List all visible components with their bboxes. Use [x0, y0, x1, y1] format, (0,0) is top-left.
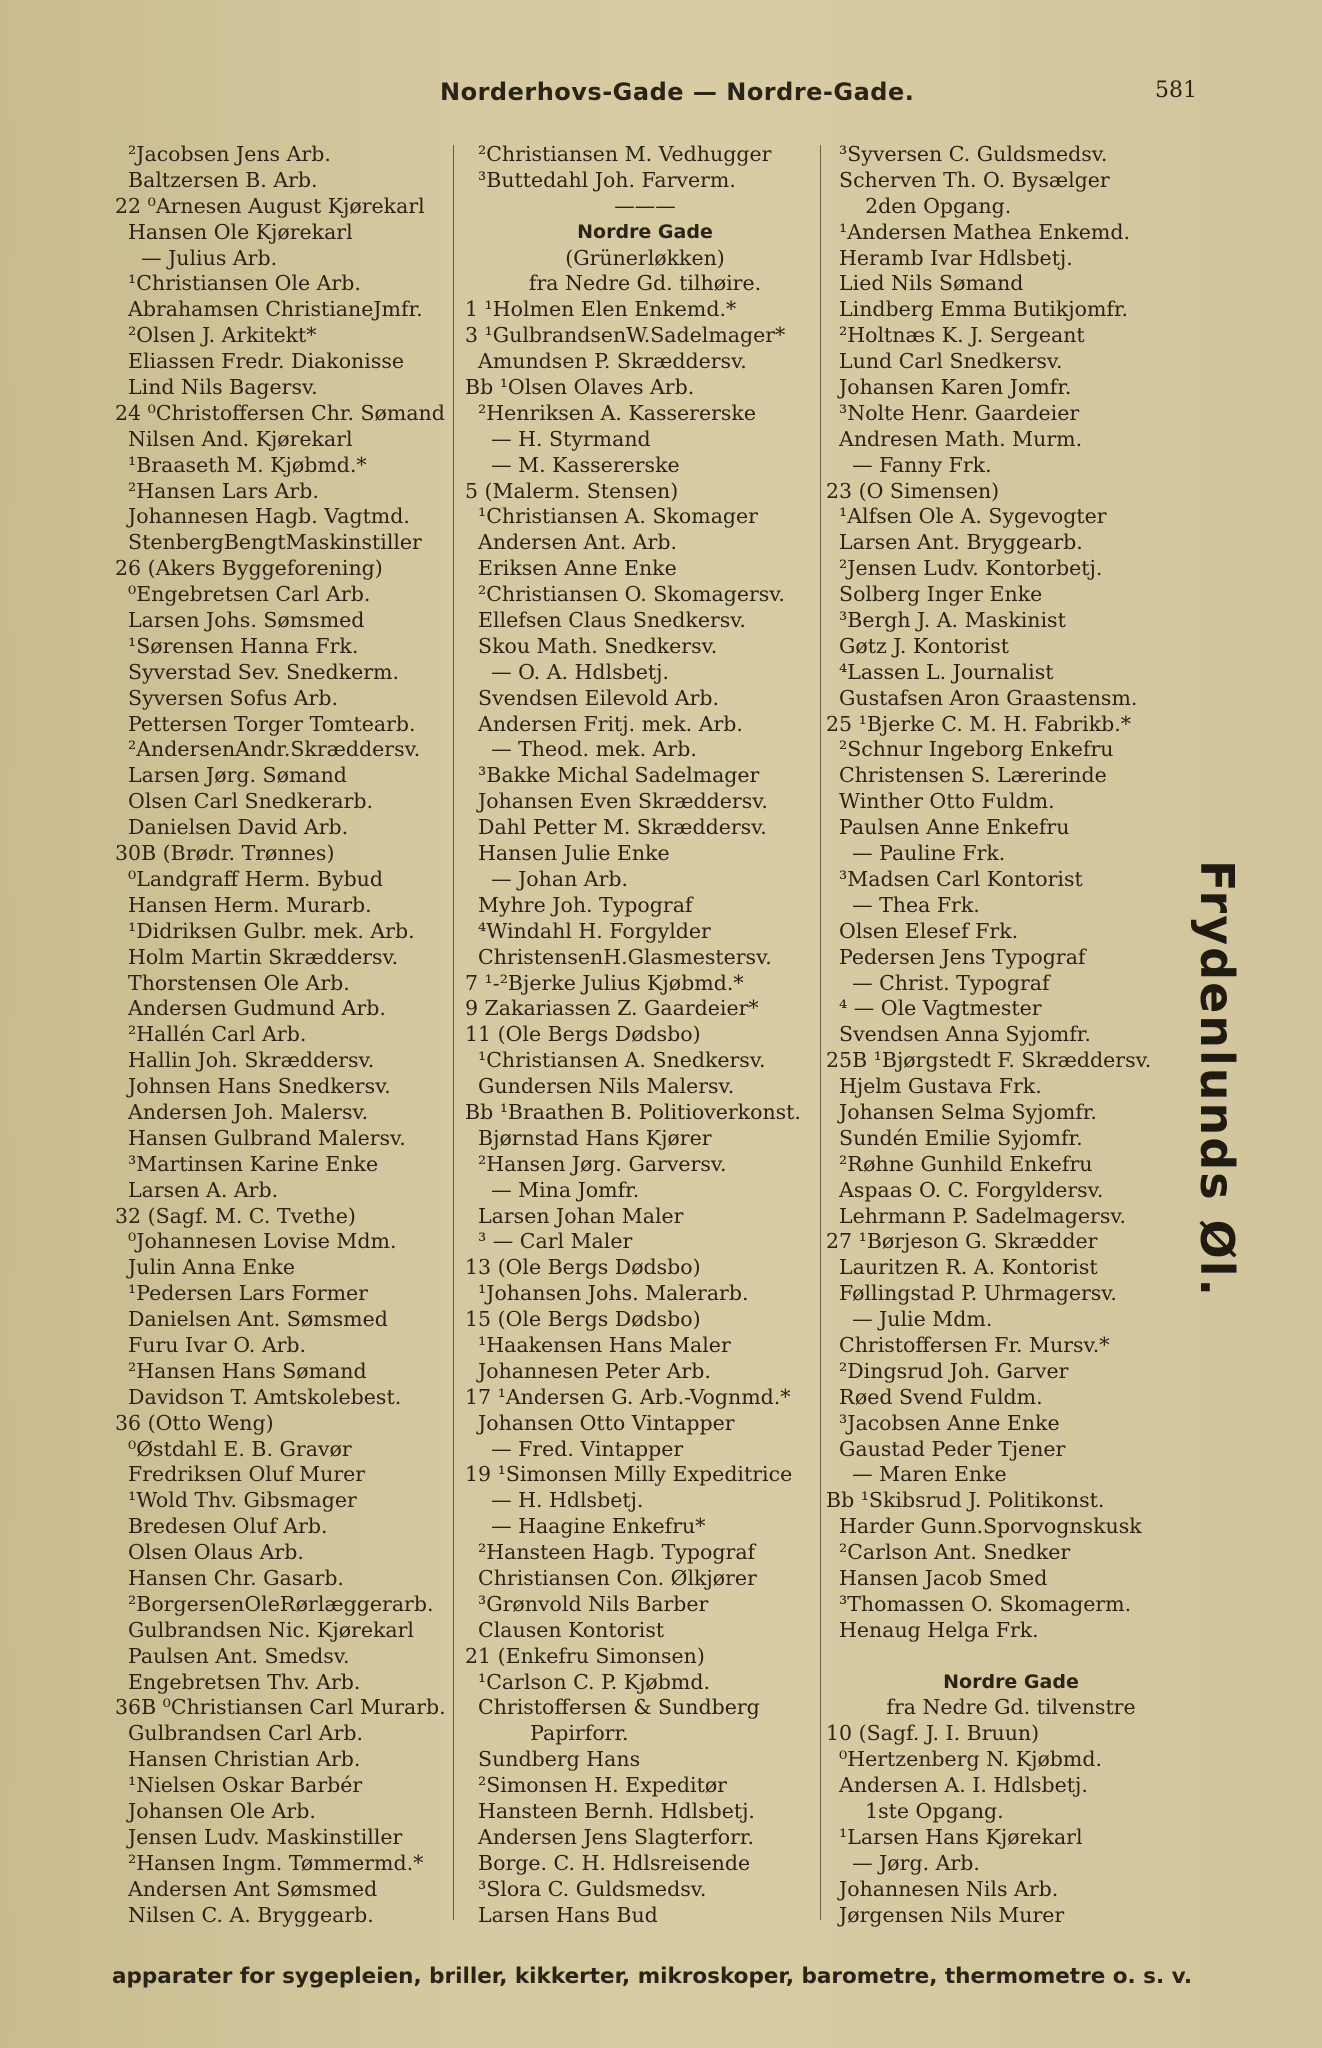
directory-entry: Hansen Julie Enke [465, 841, 670, 866]
directory-entry: Larsen Hans Bud [465, 1902, 658, 1927]
directory-entry: ⁴Lassen L. Journalist [826, 659, 1054, 684]
directory-entry: ⁴ — Ole Vagtmester [826, 996, 1042, 1021]
directory-entry: ²Hansen Hans Sømand [115, 1358, 367, 1383]
directory-entry: 30B (Brødr. Trønnes) [115, 841, 335, 866]
directory-entry: Lind Nils Bagersv. [115, 375, 318, 400]
directory-entry: Baltzersen B. Arb. [115, 167, 318, 192]
directory-entry: Ellefsen Claus Snedkersv. [465, 608, 746, 633]
directory-entry: Hallin Joh. Skræddersv. [115, 1048, 375, 1073]
directory-entry: Bredesen Oluf Arb. [115, 1514, 328, 1539]
directory-entry: Dahl Petter M. Skræddersv. [465, 815, 767, 840]
directory-entry: Andresen Math. Murm. [826, 426, 1083, 451]
directory-entry: Danielsen David Arb. [115, 815, 349, 840]
directory-entry: ⁰Østdahl E. B. Gravør [115, 1436, 352, 1461]
directory-entry: ²Jacobsen Jens Arb. [115, 142, 331, 166]
directory-entry: Borge. C. H. Hdlsreisende [465, 1850, 751, 1875]
directory-entry: 25 ¹Bjerke C. M. H. Fabrikb.* [826, 711, 1132, 736]
directory-entry: Syverstad Sev. Snedkerm. [115, 659, 399, 684]
directory-entry: Andersen Jens Slagterforr. [465, 1824, 754, 1849]
directory-entry: ²Hansen Ingm. Tømmermd.* [115, 1850, 424, 1875]
directory-entry: Thorstensen Ole Arb. [115, 970, 350, 995]
directory-entry: Engebretsen Thv. Arb. [115, 1669, 361, 1694]
directory-entry: Nilsen C. A. Bryggearb. [115, 1902, 374, 1927]
directory-entry: Lehrmann P. Sadelmagersv. [826, 1203, 1127, 1228]
directory-entry: Hansen Chr. Gasarb. [115, 1565, 344, 1590]
directory-entry: 9 Zakariassen Z. Gaardeier* [465, 996, 759, 1021]
directory-entry: Paulsen Anne Enkefru [826, 815, 1070, 840]
directory-entry: ⁰Landgraff Herm. Bybud [115, 866, 384, 891]
directory-entry: — Maren Enke [826, 1462, 1007, 1487]
directory-entry: Sundberg Hans [465, 1747, 641, 1772]
directory-entry: 13 (Ole Bergs Dødsbo) [465, 1255, 701, 1280]
directory-entry: Andersen Fritj. mek. Arb. [465, 711, 743, 736]
directory-entry: Eliassen Fredr. Diakonisse [115, 349, 404, 374]
directory-entry: Jensen Ludv. Maskinstiller [115, 1824, 403, 1849]
page-number: 581 [1155, 78, 1197, 103]
directory-entry: Paulsen Ant. Smedsv. [115, 1643, 350, 1668]
directory-entry: ³Grønvold Nils Barber [465, 1591, 709, 1616]
directory-entry: 10 (Sagf. J. I. Bruun) [826, 1721, 1040, 1746]
directory-entry: Fredriksen Oluf Murer [115, 1462, 366, 1487]
directory-entry: ¹Andersen Mathea Enkemd. [826, 219, 1131, 244]
directory-entry: Julin Anna Enke [115, 1255, 295, 1280]
directory-entry: Larsen Jørg. Sømand [115, 763, 347, 788]
directory-entry: ³Thomassen O. Skomagerm. [826, 1591, 1132, 1616]
directory-entry: ²Hallén Carl Arb. [115, 1022, 307, 1047]
directory-entry: — Julius Arb. [115, 245, 278, 270]
directory-entry: Lund Carl Snedkersv. [826, 349, 1063, 374]
directory-entry: ³Syversen C. Guldsmedsv. [826, 142, 1108, 166]
directory-entry: Christensen S. Lærerinde [826, 763, 1107, 788]
directory-entry: Bb ¹Skibsrud J. Politikonst. [826, 1488, 1105, 1513]
directory-entry: Winther Otto Fuldm. [826, 789, 1055, 814]
directory-entry: — H. Hdlsbetj. [465, 1488, 644, 1513]
directory-entry: Lindberg Emma Butikjomfr. [826, 297, 1129, 322]
directory-entry: — Jørg. Arb. [826, 1850, 980, 1875]
directory-entry: 27 ¹Børjeson G. Skrædder [826, 1229, 1098, 1254]
directory-entry: StenbergBengtMaskinstiller [115, 530, 422, 555]
directory-entry: ¹Nielsen Oskar Barbér [115, 1773, 363, 1798]
directory-entry: Larsen Johs. Sømsmed [115, 608, 365, 633]
directory-entry: 24 ⁰Christoffersen Chr. Sømand [115, 400, 445, 425]
directory-entry: ⁰Hertzenberg N. Kjøbmd. [826, 1747, 1102, 1772]
directory-entry: Johansen Selma Syjomfr. [826, 1099, 1097, 1124]
directory-entry: ——— [614, 193, 676, 218]
directory-entry: ¹Sørensen Hanna Frk. [115, 633, 359, 658]
directory-entry: 32 (Sagf. M. C. Tvethe) [115, 1203, 356, 1228]
page-header [0, 78, 1322, 118]
directory-entry: Pedersen Jens Typograf [826, 944, 1086, 969]
directory-entry: Svendsen Eilevold Arb. [465, 685, 720, 710]
directory-entry: Røed Svend Fuldm. [826, 1384, 1043, 1409]
directory-entry: Olsen Carl Snedkerarb. [115, 789, 374, 814]
directory-entry: Hansen Gulbrand Malersv. [115, 1125, 406, 1150]
directory-entry: Syversen Sofus Arb. [115, 685, 338, 710]
directory-entry: 19 ¹Simonsen Milly Expeditrice [465, 1462, 793, 1487]
directory-entry: ³ — Carl Maler [465, 1229, 633, 1254]
directory-entry: — Mina Jomfr. [465, 1177, 640, 1202]
directory-entry: — Christ. Typograf [826, 970, 1050, 995]
directory-entry: ChristensenH.Glasmestersv. [465, 944, 772, 969]
directory-entry: ³Slora C. Guldsmedsv. [465, 1876, 707, 1901]
directory-entry: Johansen Otto Vintapper [465, 1410, 735, 1435]
directory-entry: fra Nedre Gd. tilhøire. [528, 271, 762, 296]
directory-entry: ²Hansteen Hagb. Typograf [465, 1540, 756, 1565]
directory-entry: ²Holtnæs K. J. Sergeant [826, 323, 1085, 348]
directory-entry: ¹Pedersen Lars Former [115, 1281, 368, 1306]
directory-column-2 [465, 142, 825, 1928]
directory-entry: Harder Gunn.Sporvognskusk [826, 1514, 1142, 1539]
directory-entry: ²Røhne Gunhild Enkefru [826, 1151, 1093, 1176]
directory-entry: Andersen Gudmund Arb. [115, 996, 386, 1021]
directory-entry: Johannesen Hagb. Vagtmd. [115, 504, 410, 529]
directory-entry: — Julie Mdm. [826, 1307, 993, 1332]
directory-entry: Johnsen Hans Snedkersv. [115, 1074, 391, 1099]
directory-entry: Amundsen P. Skræddersv. [465, 349, 747, 374]
directory-entry: 7 ¹-²Bjerke Julius Kjøbmd.* [465, 970, 744, 995]
directory-entry: ²Christiansen O. Skomagersv. [465, 582, 785, 607]
directory-entry: Hansteen Bernh. Hdlsbetj. [465, 1799, 755, 1823]
directory-entry: 17 ¹Andersen G. Arb.-Vognmd.* [465, 1384, 791, 1409]
directory-entry: Pettersen Torger Tomtearb. [115, 711, 416, 736]
directory-entry: ²Hansen Jørg. Garversv. [465, 1151, 727, 1176]
directory-entry: Heramb Ivar Hdlsbetj. [826, 245, 1073, 270]
directory-entry: 3 ¹GulbrandsenW.Sadelmager* [465, 323, 786, 348]
directory-entry: 36 (Otto Weng) [115, 1410, 274, 1435]
directory-entry: 25B ¹Bjørgstedt F. Skræddersv. [826, 1048, 1152, 1073]
directory-entry: Hjelm Gustava Frk. [826, 1074, 1042, 1099]
directory-entry: ²AndersenAndr.Skræddersv. [115, 737, 421, 762]
directory-entry: ³Bergh J. A. Maskinist [826, 608, 1066, 633]
directory-entry: Larsen A. Arb. [115, 1177, 279, 1202]
directory-column-3 [826, 142, 1196, 1928]
directory-entry: ²BorgersenOleRørlæggerarb. [115, 1591, 434, 1616]
directory-entry: 1ste Opgang. [826, 1799, 1004, 1823]
directory-entry: ²Dingsrud Joh. Garver [826, 1358, 1069, 1383]
directory-entry: Lauritzen R. A. Kontorist [826, 1255, 1098, 1280]
directory-entry: — Thea Frk. [826, 892, 980, 917]
directory-entry: Henaug Helga Frk. [826, 1617, 1039, 1642]
directory-entry: ¹Carlson C. P. Kjøbmd. [465, 1669, 710, 1694]
directory-entry: Johansen Karen Jomfr. [826, 375, 1072, 400]
directory-entry: Hansen Ole Kjørekarl [115, 219, 353, 244]
directory-entry: Solberg Inger Enke [826, 582, 1043, 607]
directory-entry: ¹Christiansen A. Snedkersv. [465, 1048, 766, 1073]
directory-entry: — M. Kassererske [465, 452, 680, 477]
directory-entry: Gulbrandsen Carl Arb. [115, 1721, 364, 1746]
directory-entry: Scherven Th. O. Bysælger [826, 167, 1110, 192]
footer-advertisement: apparater for sygepleien, briller, kikkerter, mikroskoper, barometre, thermometre o. s. v. [112, 1964, 1193, 1989]
directory-entry: Abrahamsen ChristianeJmfr. [115, 297, 423, 322]
directory-entry: — Fanny Frk. [826, 452, 992, 477]
directory-column-1 [115, 142, 445, 1928]
directory-entry: Bjørnstad Hans Kjører [465, 1125, 712, 1150]
directory-entry: ²Simonsen H. Expeditør [465, 1773, 727, 1798]
directory-entry: ¹Didriksen Gulbr. mek. Arb. [115, 918, 415, 943]
directory-entry: Davidson T. Amtskolebest. [115, 1384, 402, 1409]
directory-entry: ³Madsen Carl Kontorist [826, 866, 1083, 891]
directory-entry: Holm Martin Skræddersv. [115, 944, 399, 969]
directory-entry: ¹Braaseth M. Kjøbmd.* [115, 452, 367, 477]
directory-entry: Myhre Joh. Typograf [465, 892, 693, 917]
directory-entry [826, 1644, 1196, 1670]
directory-entry: ²Olsen J. Arkitekt* [115, 323, 317, 348]
directory-entry: Nordre Gade [577, 220, 713, 243]
directory-entry: ⁴Windahl H. Forgylder [465, 918, 711, 943]
directory-entry: ³Nolte Henr. Gaardeier [826, 400, 1080, 425]
directory-entry: 5 (Malerm. Stensen) [465, 478, 679, 503]
directory-entry: ¹Christiansen A. Skomager [465, 504, 758, 529]
directory-entry: Danielsen Ant. Sømsmed [115, 1307, 388, 1332]
directory-entry: — O. A. Hdlsbetj. [465, 659, 669, 684]
directory-entry: ¹Johansen Johs. Malerarb. [465, 1281, 749, 1306]
directory-entry: ³Buttedahl Joh. Farverm. [465, 167, 736, 192]
directory-entry: — Theod. mek. Arb. [465, 737, 697, 762]
directory-entry: (Grünerløkken) [565, 245, 725, 270]
directory-entry: fra Nedre Gd. tilvenstre [886, 1695, 1136, 1720]
directory-entry: Jørgensen Nils Murer [826, 1902, 1065, 1927]
directory-entry: Nordre Gade [943, 1670, 1079, 1693]
directory-entry: Andersen A. I. Hdlsbetj. [826, 1773, 1088, 1798]
directory-entry: Føllingstad P. Uhrmagersv. [826, 1281, 1117, 1306]
page-title: Norderhovs-Gade — Nordre-Gade. [440, 78, 915, 106]
directory-entry: Christoffersen & Sundberg [465, 1695, 760, 1720]
directory-entry: Hansen Christian Arb. [115, 1747, 361, 1772]
directory-entry: — Johan Arb. [465, 866, 629, 891]
directory-entry: Andersen Ant. Arb. [465, 530, 677, 555]
directory-entry: ¹Wold Thv. Gibsmager [115, 1488, 357, 1513]
directory-entry: Aspaas O. C. Forgyldersv. [826, 1177, 1104, 1202]
directory-entry: Svendsen Anna Syjomfr. [826, 1022, 1091, 1047]
directory-entry: ²Jensen Ludv. Kontorbetj. [826, 556, 1103, 581]
directory-entry: Olsen Elesef Frk. [826, 918, 1019, 943]
directory-entry: Gundersen Nils Malersv. [465, 1074, 735, 1099]
directory-entry: Larsen Ant. Bryggearb. [826, 530, 1083, 555]
column-divider [453, 145, 454, 1920]
directory-entry: ⁰Engebretsen Carl Arb. [115, 582, 371, 607]
directory-entry: 36B ⁰Christiansen Carl Murarb. [115, 1695, 446, 1720]
directory-entry: 1 ¹Holmen Elen Enkemd.* [465, 297, 737, 322]
directory-entry: ²Christiansen M. Vedhugger [465, 142, 772, 166]
directory-entry: Lied Nils Sømand [826, 271, 1024, 296]
directory-entry: 26 (Akers Byggeforening) [115, 556, 383, 581]
directory-entry: — Haagine Enkefru* [465, 1514, 706, 1539]
directory-entry: ¹Haakensen Hans Maler [465, 1332, 731, 1357]
directory-entry: 11 (Ole Bergs Dødsbo) [465, 1022, 701, 1047]
directory-entry: Nilsen And. Kjørekarl [115, 426, 353, 451]
directory-entry: ²Hansen Lars Arb. [115, 478, 319, 503]
directory-entry: ⁰Johannesen Lovise Mdm. [115, 1229, 397, 1254]
directory-entry: Clausen Kontorist [465, 1617, 665, 1642]
directory-entry: ²Carlson Ant. Snedker [826, 1540, 1071, 1565]
directory-entry: Johannesen Nils Arb. [826, 1876, 1059, 1901]
directory-entry: Bb ¹Braathen B. Politioverkonst. [465, 1099, 801, 1124]
directory-entry: ³Martinsen Karine Enke [115, 1151, 379, 1176]
directory-entry: Johansen Ole Arb. [115, 1799, 316, 1823]
directory-entry: Larsen Johan Maler [465, 1203, 684, 1228]
directory-entry: Johansen Even Skræddersv. [465, 789, 768, 814]
directory-entry: 15 (Ole Bergs Dødsbo) [465, 1307, 701, 1332]
side-advertisement: Frydenlunds Øl. [1190, 860, 1244, 1298]
directory-entry: 21 (Enkefru Simonsen) [465, 1643, 705, 1668]
directory-entry: ²Henriksen A. Kassererske [465, 400, 756, 425]
directory-entry: Andersen Joh. Malersv. [115, 1099, 369, 1124]
directory-entry: Bb ¹Olsen Olaves Arb. [465, 375, 695, 400]
directory-entry: Johannesen Peter Arb. [465, 1358, 711, 1383]
directory-entry: ¹Christiansen Ole Arb. [115, 271, 361, 296]
directory-entry: 2den Opgang. [826, 193, 1012, 218]
directory-entry: — H. Styrmand [465, 426, 651, 451]
directory-entry: ¹Alfsen Ole A. Sygevogter [826, 504, 1107, 529]
directory-entry: ³Jacobsen Anne Enke [826, 1410, 1060, 1435]
directory-entry: Olsen Olaus Arb. [115, 1540, 304, 1565]
directory-entry: Eriksen Anne Enke [465, 556, 677, 581]
directory-entry: ²Schnur Ingeborg Enkefru [826, 737, 1114, 762]
directory-entry: Gøtz J. Kontorist [826, 633, 1009, 658]
directory-entry: ³Bakke Michal Sadelmager [465, 763, 760, 788]
directory-entry: Christoffersen Fr. Mursv.* [826, 1332, 1110, 1357]
directory-entry: Andersen Ant Sømsmed [115, 1876, 378, 1901]
directory-entry: Skou Math. Snedkersv. [465, 633, 718, 658]
directory-entry: Furu Ivar O. Arb. [115, 1332, 307, 1357]
directory-entry: — Pauline Frk. [826, 841, 1006, 866]
directory-entry: 23 (O Simensen) [826, 478, 1000, 503]
directory-entry: — Fred. Vintapper [465, 1436, 684, 1461]
directory-entry: Papirforr. [465, 1721, 629, 1746]
directory-entry: Gulbrandsen Nic. Kjørekarl [115, 1617, 414, 1642]
directory-entry: Sundén Emilie Syjomfr. [826, 1125, 1083, 1150]
directory-entry: Hansen Jacob Smed [826, 1565, 1048, 1590]
directory-entry: Christiansen Con. Ølkjører [465, 1565, 757, 1590]
directory-entry: ¹Larsen Hans Kjørekarl [826, 1824, 1083, 1849]
directory-entry: Hansen Herm. Murarb. [115, 892, 372, 917]
directory-entry: 22 ⁰Arnesen August Kjørekarl [115, 193, 425, 218]
directory-entry: Gaustad Peder Tjener [826, 1436, 1066, 1461]
directory-entry: Gustafsen Aron Graastensm. [826, 685, 1138, 710]
